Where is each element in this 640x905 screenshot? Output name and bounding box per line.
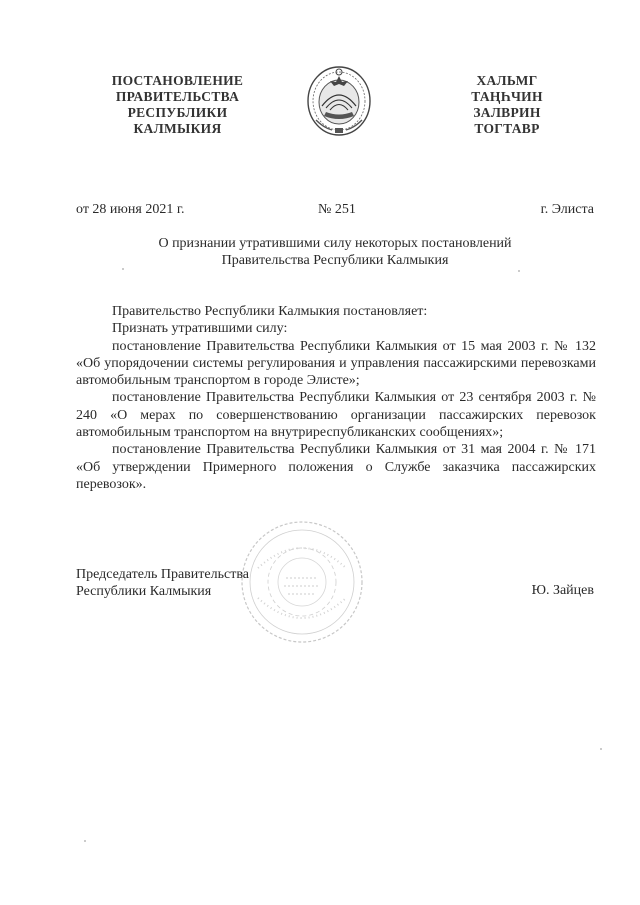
document-date: от 28 июня 2021 г. bbox=[76, 202, 185, 217]
scan-speck bbox=[122, 268, 124, 270]
signature-position-line: Председатель Правительства bbox=[76, 567, 249, 582]
document-body bbox=[76, 303, 596, 493]
body-paragraph: Признать утратившими силу: bbox=[112, 321, 288, 337]
body-paragraph: постановление Правительства Республики Калмыкия от 31 мая 2004 г. № 171 «Об утверждении Примерного положения о Службе заказчика пассажирских перевозок». bbox=[76, 442, 596, 492]
header-left-line: КАЛМЫКИЯ bbox=[133, 121, 222, 136]
header-left-line: РЕСПУБЛИКИ bbox=[127, 105, 228, 120]
body-paragraph: Правительство Республики Калмыкия постановляет: bbox=[112, 304, 428, 319]
signer-name: Ю. Зайцев bbox=[531, 583, 594, 598]
signature-position bbox=[76, 566, 249, 600]
body-paragraph: постановление Правительства Республики Калмыкия от 15 мая 2003 г. № 132 «Об упорядочении системы регулирования и управления пассажирскими перевозками автомобильным транспортом в городе Элисте»; bbox=[76, 338, 596, 389]
scan-speck bbox=[518, 270, 520, 272]
title-line: Правительства Республики Калмыкия bbox=[221, 253, 449, 268]
body-paragraph: постановление Правительства Республики Калмыкия от 23 сентября 2003 г. № 240 «О мерах по совершенствованию организации пассажирских перевозок автомобильным транспортом на внутриреспубликанских сообщениях»; bbox=[76, 390, 596, 441]
document-city: г. Элиста bbox=[540, 202, 594, 217]
header-left-russian bbox=[95, 73, 260, 137]
header-right-line: ТАҢҺЧИН bbox=[471, 89, 543, 104]
header-right-line: ХАЛЬМГ bbox=[476, 73, 538, 88]
header-left-line: ПОСТАНОВЛЕНИЕ bbox=[111, 73, 244, 88]
header-left-line: ПРАВИТЕЛЬСТВА bbox=[115, 89, 240, 104]
title-line: О признании утратившими силу некоторых постановлений bbox=[158, 236, 512, 251]
signature-position-line: Республики Калмыкия bbox=[76, 584, 212, 599]
official-seal-stamp-icon bbox=[238, 518, 366, 646]
document-number: № 251 bbox=[318, 202, 356, 217]
scan-speck bbox=[84, 840, 86, 842]
document-title bbox=[100, 235, 570, 269]
kalmykia-coat-of-arms-icon bbox=[304, 62, 374, 138]
header-right-line: ТОГТАВР bbox=[474, 121, 540, 136]
header-right-kalmyk bbox=[452, 73, 562, 137]
header-right-line: ЗАЛВРИН bbox=[473, 105, 541, 120]
scan-speck bbox=[600, 748, 602, 750]
